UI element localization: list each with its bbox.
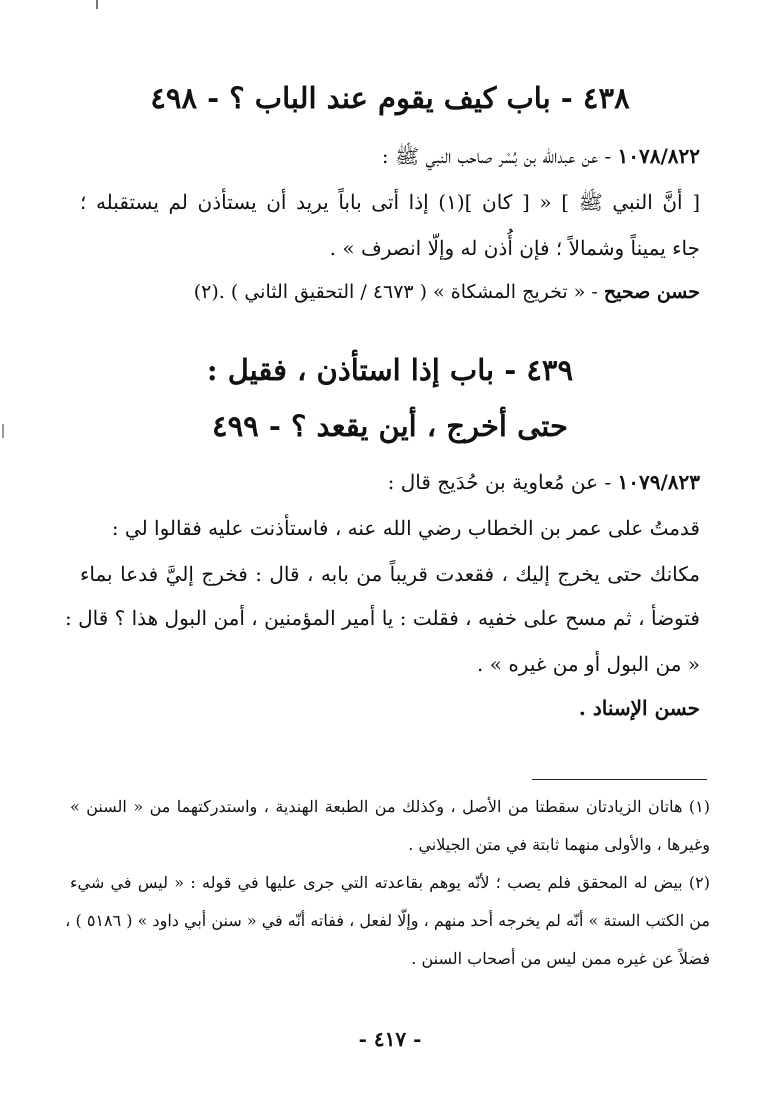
chapter-439-title: ٤٣٩ - باب إذا استأذن ، فقيل : [206,353,574,387]
hadith-1079-text-line: مكانك حتى يخرج إليك ، فقعدت قريباً من بابه ، قال : فخرج إليَّ فدعا بماء [80,562,700,586]
hadith-1078-text-line: [ أنَّ النبي ﷺ ] « [ كان ](١) إذا أتى باباً يريد أن يستأذن لم يستقبله ؛ [80,190,700,214]
hadith-1078-number: ١٠٧٨/٨٢٢ [617,144,700,168]
chapter-439-title-continued: حتى أخرج ، أين يقعد ؟ - ٤٩٩ [212,409,568,443]
hadith-1079-text-line: « من البول أو من غيره » . [477,652,700,676]
hadith-1079-text-line: قدمتُ على عمر بن الخطاب رضي الله عنه ، فاستأذنت عليه فقالوا لي : [111,516,700,540]
hadith-1078-intro: - عن عبدالله بن بُسْر صاحب النبي ﷺ : [381,144,612,168]
chapter-438-title: ٤٣٨ - باب كيف يقوم عند الباب ؟ - ٤٩٨ [150,81,630,115]
footnote-2-line: فضلاً عن غيره ممن ليس من أصحاب السنن . [411,949,710,968]
hadith-1078-text-line: جاء يميناً وشمالاً ؛ فإن أُذن له وإلّا انصرف » . [329,236,700,260]
page-number: - ٤١٧ - [358,1027,422,1051]
hadith-1079-intro: - عن مُعاوية بن حُدَيج قال : [387,470,612,494]
hadith-1079-number: ١٠٧٩/٨٢٣ [617,470,700,494]
hadith-1078-header [80,140,700,172]
footnote-1-line: وغيرها ، والأولى منهما ثابتة في متن الجيلاني . [408,835,710,854]
hadith-1079-text-line: فتوضأ ، ثم مسح على خفيه ، فقلت : يا أمير المؤمنين ، أمن البول هذا ؟ قال : [64,606,700,630]
footnote-2-line: من الكتب الستة » أنّه لم يخرجه أحد منهم ، وإلّا لفعل ، ففاته أنّه في « سنن أبي داود » ( ٥١٨٦ ) ، [65,911,710,930]
hadith-1078-grade: حسن صحيح [603,281,700,303]
footnote-1-line: (١) هاتان الزيادتان سقطتا من الأصل ، وكذلك من الطبعة الهندية ، واستدركتهما من « السنن » [70,797,710,816]
footnote-2-line: (٢) بيض له المحقق فلم يصب ؛ لأنّه يوهم بقاعدته التي جرى عليها في قوله : « ليس في شيء [70,873,710,892]
scan-edge-mark [96,0,98,9]
hadith-1079-header [80,466,700,498]
footnote-separator [532,779,707,780]
hadith-1078-grade-line [80,276,700,308]
hadith-1078-grade-ref: - « تخريج المشكاة » ( ٤٦٧٣ / التحقيق الثاني ) .(٢) [193,281,604,303]
scan-edge-mark [2,424,4,438]
hadith-1079-grade: حسن الإسناد . [578,696,700,720]
